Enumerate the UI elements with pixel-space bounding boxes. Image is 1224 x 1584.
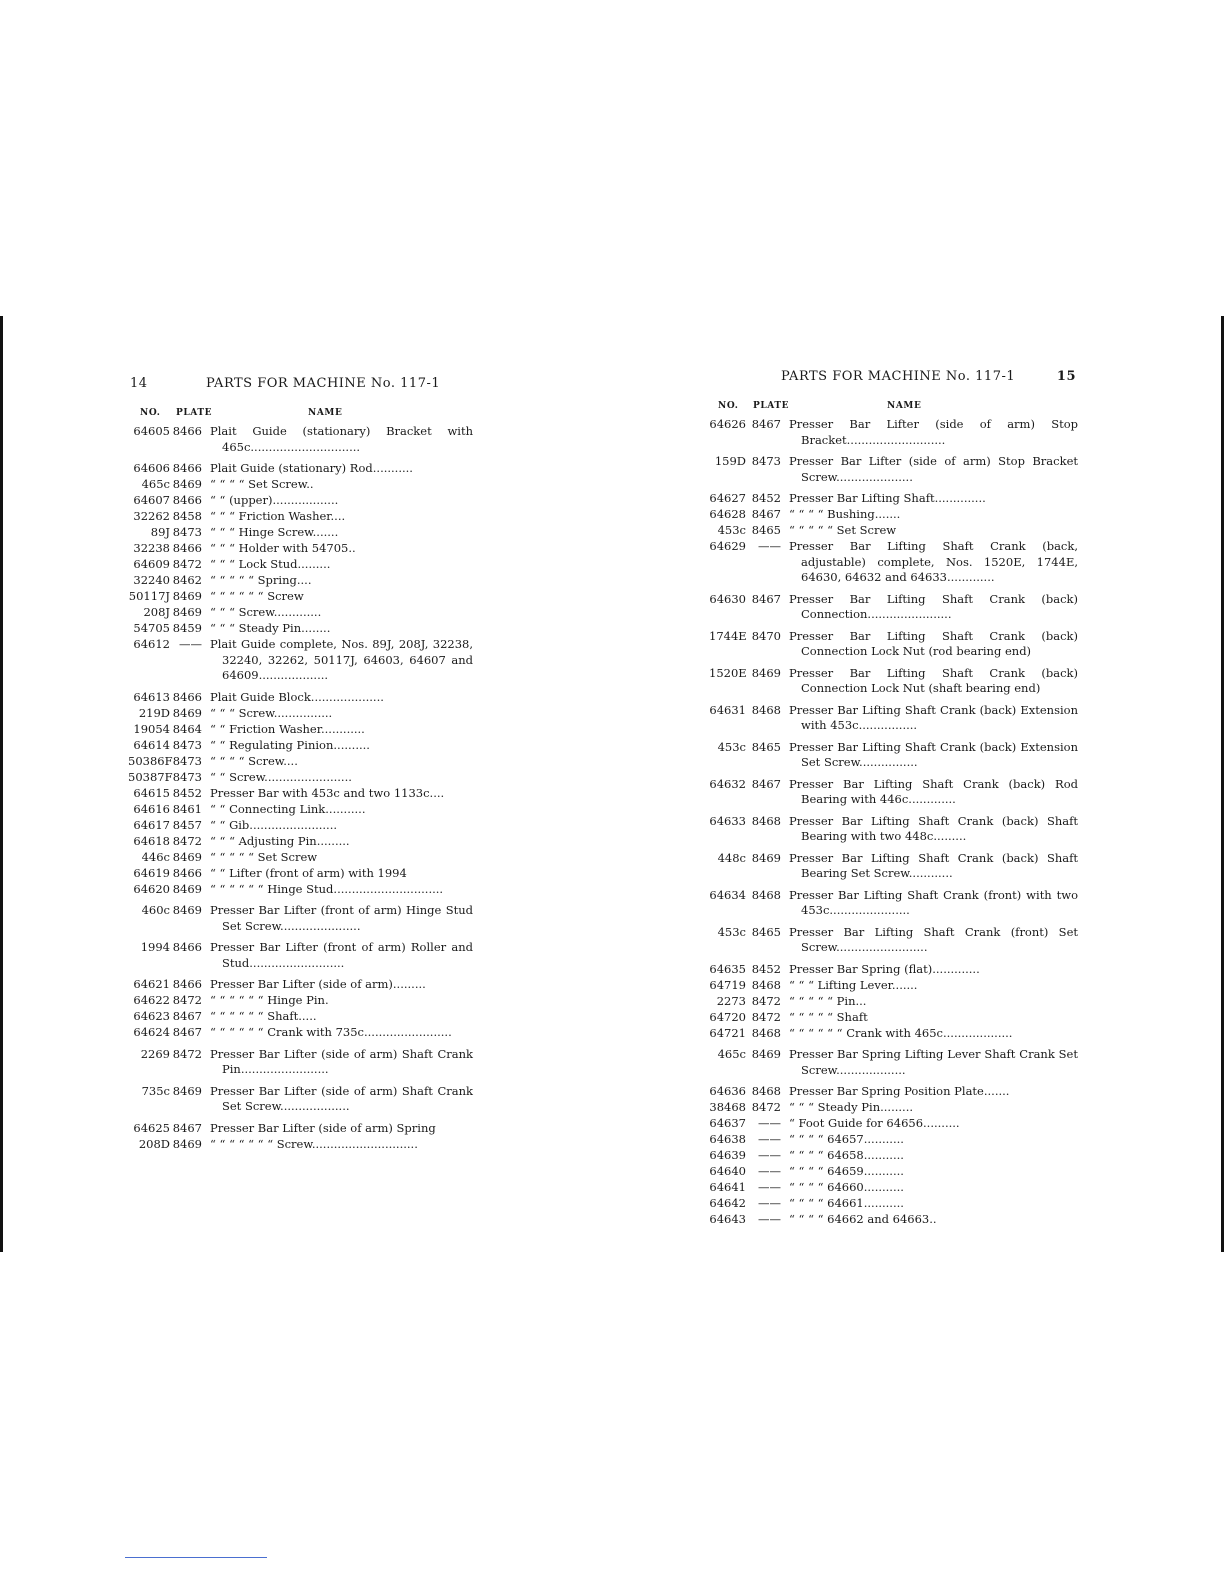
part-number: 64632 [709, 776, 746, 791]
part-name: Presser Bar Lifting Shaft Crank (back) Connection....................... [789, 591, 1078, 621]
part-name: “ “ “ “ “ “ Crank with 735c........................ [210, 1025, 452, 1039]
part-number: 64607 [133, 493, 170, 507]
plate-number: 8472 [172, 557, 202, 571]
part-number: 64721 [709, 1025, 746, 1040]
left-page [128, 376, 473, 1153]
plate-number: 8465 [751, 523, 781, 537]
part-name: “ “ “ “ 64660........... [789, 1180, 904, 1194]
part-number: 64624 [133, 1025, 170, 1039]
part-number: 64641 [709, 1180, 746, 1194]
left-parts-list [128, 424, 473, 1152]
part-entry [709, 666, 1078, 697]
plate-number: 8466 [172, 493, 202, 507]
plate-number: 8469 [172, 605, 202, 619]
part-name: “ “ “ “ 64658........... [789, 1148, 904, 1162]
plate-number: 8466 [172, 424, 202, 438]
part-name: “ “ “ “ “ “ Shaft..... [210, 1009, 317, 1023]
part-entry [128, 903, 473, 934]
plate-number: 8467 [751, 507, 781, 521]
plate-number: 8468 [751, 702, 781, 717]
part-entry [128, 993, 473, 1009]
part-number: 64634 [709, 887, 746, 902]
part-name: “ “ “ “ 64662 and 64663.. [789, 1212, 937, 1226]
part-number: 64617 [133, 817, 170, 832]
part-entry [128, 1047, 473, 1078]
right-page-title: PARTS FOR MACHINE No. 117-1 [781, 369, 1016, 384]
part-entry [128, 770, 473, 786]
part-entry [128, 589, 473, 605]
part-name: Plait Guide (stationary) Rod........... [210, 461, 413, 475]
part-number: 50117J [128, 589, 170, 603]
plate-number: 8457 [172, 817, 202, 832]
part-name: Presser Bar Lifter (side of arm) Stop Bracket Screw..................... [789, 454, 1078, 484]
part-number: 50386F [128, 753, 173, 768]
left-column-headers [128, 408, 473, 424]
part-entry [128, 637, 473, 684]
plate-number: 8466 [172, 977, 202, 991]
part-entry [128, 1137, 473, 1153]
part-entry [709, 703, 1078, 734]
part-entry [709, 962, 1078, 978]
part-number: 64619 [133, 865, 170, 880]
part-entry [128, 818, 473, 834]
part-number: 32238 [133, 541, 170, 555]
plate-number: 8473 [172, 737, 202, 752]
part-name: “ “ “ Friction Washer.... [210, 509, 346, 523]
part-entry [709, 1100, 1078, 1116]
part-name: Presser Bar Lifting Shaft Crank (front) with two 453c...................... [789, 887, 1078, 917]
part-name: “ “ Connecting Link........... [210, 801, 366, 816]
plate-number: 8467 [172, 1025, 202, 1039]
part-entry [128, 977, 473, 993]
part-name: Presser Bar Lifting Shaft Crank (back, adjustable) complete, Nos. 1520E, 1744E, 64630, 64632 and 64633............. [789, 539, 1078, 584]
plate-number: 8473 [172, 769, 202, 784]
plate-number: 8467 [751, 591, 781, 606]
part-entry [128, 461, 473, 477]
part-number: 64633 [709, 813, 746, 828]
plate-number: 8464 [172, 721, 202, 736]
part-name: “ “ “ “ “ Pin... [789, 993, 867, 1008]
plate-number: 8469 [172, 1136, 202, 1151]
part-entry [128, 605, 473, 621]
plate-number: 8467 [172, 1009, 202, 1023]
plate-number: 8452 [751, 491, 781, 505]
part-entry [128, 850, 473, 866]
part-entry [128, 557, 473, 573]
part-name: Presser Bar Lifting Shaft Crank (front) Set Screw......................... [789, 924, 1078, 954]
part-number: 64616 [133, 801, 170, 816]
plate-number: 8469 [172, 1083, 202, 1098]
part-entry [709, 1148, 1078, 1164]
right-parts-list [709, 417, 1078, 1228]
plate-number: 8472 [751, 993, 781, 1008]
part-name: Presser Bar Lifter (front of arm) Hinge Stud Set Screw...................... [210, 903, 473, 933]
left-running-head [128, 376, 473, 396]
part-entry [709, 1047, 1078, 1078]
plate-number: 8469 [172, 705, 202, 720]
part-name: Presser Bar Lifter (side of arm) Shaft Crank Pin........................ [210, 1046, 473, 1076]
part-number: 64639 [709, 1148, 746, 1162]
part-entry [128, 525, 473, 541]
part-number: 1994 [140, 940, 170, 954]
plate-number: 8469 [172, 477, 202, 491]
part-number: 465c [717, 1047, 746, 1061]
part-name: “ “ “ Screw............. [210, 605, 322, 619]
part-name: “ “ Screw........................ [210, 769, 352, 784]
part-number: 38468 [709, 1100, 746, 1114]
part-entry [709, 1026, 1078, 1042]
plate-number: 8467 [751, 417, 781, 431]
right-column-headers [709, 401, 1078, 417]
plate-number: —— [758, 1164, 781, 1178]
part-entry [709, 851, 1078, 882]
part-number: 64618 [133, 833, 170, 848]
part-entry [128, 786, 473, 802]
part-entry [709, 1084, 1078, 1100]
part-entry [128, 1009, 473, 1025]
part-entry [709, 454, 1078, 485]
part-entry [128, 493, 473, 509]
part-number: 32240 [133, 573, 170, 587]
plate-number: 8462 [172, 573, 202, 587]
part-entry [128, 1084, 473, 1115]
part-entry [128, 573, 473, 589]
part-name: Presser Bar with 453c and two 1133c.... [210, 785, 445, 800]
part-entry [128, 690, 473, 706]
part-entry [128, 541, 473, 557]
part-entry [709, 1116, 1078, 1132]
part-number: 64609 [133, 557, 170, 571]
part-number: 64612 [133, 637, 170, 651]
part-name: Presser Bar Spring (flat)............. [789, 961, 980, 976]
part-entry [128, 882, 473, 898]
part-entry [709, 1180, 1078, 1196]
part-number: 64635 [709, 961, 746, 976]
part-number: 446c [141, 849, 170, 864]
plate-number: —— [758, 1212, 781, 1226]
plate-number: —— [758, 1148, 781, 1162]
part-number: 54705 [133, 621, 170, 635]
part-name: “ “ “ “ “ Shaft [789, 1009, 868, 1024]
part-number: 735c [141, 1083, 170, 1098]
part-number: 64637 [709, 1116, 746, 1130]
part-number: 64614 [133, 737, 170, 752]
part-name: Presser Bar Spring Lifting Lever Shaft Crank Set Screw................... [789, 1047, 1078, 1077]
part-name: “ “ “ “ Bushing....... [789, 507, 901, 521]
part-number: 64605 [133, 424, 170, 438]
part-entry [128, 706, 473, 722]
plate-number: 8452 [751, 961, 781, 976]
part-name: Presser Bar Lifting Shaft Crank (back) Connection Lock Nut (rod bearing end) [789, 628, 1078, 658]
plate-number: 8472 [751, 1009, 781, 1024]
part-name: Plait Guide Block.................... [210, 689, 384, 704]
part-name: “ “ “ Steady Pin......... [789, 1100, 914, 1114]
col-head-plate: PLATE [753, 401, 790, 411]
part-name: “ “ “ “ “ “ Hinge Pin. [210, 993, 329, 1007]
plate-number: 8466 [172, 541, 202, 555]
part-number: 50387F [128, 769, 173, 784]
part-number: 64640 [709, 1164, 746, 1178]
part-name: “ “ “ Lifting Lever....... [789, 977, 918, 992]
part-name: Presser Bar Lifter (front of arm) Roller and Stud.......................... [210, 940, 473, 970]
part-name: “ “ Gib........................ [210, 817, 338, 832]
part-number: 64622 [133, 993, 170, 1007]
part-number: 448c [717, 850, 746, 865]
part-entry [128, 1025, 473, 1041]
part-name: “ “ “ “ “ “ “ Screw............................. [210, 1136, 418, 1151]
plate-number: 8468 [751, 1025, 781, 1040]
part-name: Presser Bar Lifting Shaft Crank (back) Shaft Bearing with two 448c......... [789, 813, 1078, 843]
plate-number: 8466 [172, 461, 202, 475]
plate-number: 8466 [172, 689, 202, 704]
part-number: 159D [714, 454, 746, 468]
part-number: 64643 [709, 1212, 746, 1226]
plate-number: 8459 [172, 621, 202, 635]
part-entry [709, 507, 1078, 523]
part-number: 2273 [716, 993, 746, 1008]
part-entry [709, 994, 1078, 1010]
part-number: 89J [150, 525, 170, 539]
plate-number: 8472 [172, 833, 202, 848]
part-entry [128, 738, 473, 754]
part-number: 64720 [709, 1009, 746, 1024]
part-name: Presser Bar Lifting Shaft Crank (back) Connection Lock Nut (shaft bearing end) [789, 665, 1078, 695]
part-entry [709, 592, 1078, 623]
plate-number: —— [758, 539, 781, 553]
part-entry [128, 509, 473, 525]
part-number: 208J [143, 605, 170, 619]
plate-number: 8470 [751, 628, 781, 643]
part-entry [709, 1212, 1078, 1228]
part-name: “ “ “ “ “ Set Screw [789, 523, 897, 537]
plate-number: 8468 [751, 887, 781, 902]
part-entry [709, 539, 1078, 586]
plate-number: —— [179, 637, 202, 651]
part-name: “ “ “ Holder with 54705.. [210, 541, 356, 555]
part-number: 64621 [133, 977, 170, 991]
plate-number: 8468 [751, 813, 781, 828]
part-name: Plait Guide (stationary) Bracket with 465c.............................. [210, 424, 473, 454]
part-number: 64627 [709, 491, 746, 505]
plate-number: 8469 [172, 881, 202, 896]
col-head-no: NO. [718, 401, 739, 411]
part-number: 453c [717, 924, 746, 939]
part-number: 460c [141, 903, 170, 917]
plate-number: 8468 [751, 1084, 781, 1098]
part-number: 19054 [133, 721, 170, 736]
part-number: 64626 [709, 417, 746, 431]
part-number: 1744E [709, 628, 747, 643]
plate-number: 8469 [751, 665, 781, 680]
part-name: Presser Bar Lifting Shaft.............. [789, 491, 986, 505]
part-number: 64642 [709, 1196, 746, 1210]
part-name: Presser Bar Lifter (side of arm) Spring [210, 1120, 436, 1135]
plate-number: 8461 [172, 801, 202, 816]
part-entry [709, 1132, 1078, 1148]
part-entry [128, 621, 473, 637]
plate-number: 8466 [172, 865, 202, 880]
part-number: 64630 [709, 591, 746, 606]
part-number: 32262 [133, 509, 170, 523]
part-name: “ “ Regulating Pinion.......... [210, 737, 370, 752]
part-entry [709, 491, 1078, 507]
part-entry [128, 866, 473, 882]
plate-number: 8469 [751, 1047, 781, 1061]
plate-number: —— [758, 1132, 781, 1146]
plate-number: 8465 [751, 739, 781, 754]
part-entry [128, 722, 473, 738]
left-page-edge [0, 316, 3, 1252]
part-number: 64623 [133, 1009, 170, 1023]
part-name: “ “ “ Steady Pin........ [210, 621, 331, 635]
part-name: Presser Bar Lifter (side of arm) Shaft Crank Set Screw................... [210, 1083, 473, 1113]
part-entry [709, 978, 1078, 994]
part-name: Presser Bar Lifting Shaft Crank (back) Extension with 453c................ [789, 702, 1078, 732]
plate-number: 8472 [172, 1046, 202, 1061]
part-entry [709, 888, 1078, 919]
plate-number: 8458 [172, 509, 202, 523]
part-number: 64629 [709, 539, 746, 553]
plate-number: 8467 [751, 776, 781, 791]
plate-number: 8465 [751, 924, 781, 939]
part-entry [128, 1121, 473, 1137]
part-name: “ “ “ Lock Stud......... [210, 557, 331, 571]
plate-number: 8452 [172, 785, 202, 800]
plate-number: 8469 [172, 903, 202, 917]
part-number: 64628 [709, 507, 746, 521]
plate-number: 8467 [172, 1120, 202, 1135]
part-name: Presser Bar Lifting Shaft Crank (back) Extension Set Screw................ [789, 739, 1078, 769]
part-name: “ “ “ “ 64657........... [789, 1132, 904, 1146]
plate-number: 8473 [172, 525, 202, 539]
plate-number: 8466 [172, 940, 202, 954]
right-page [709, 369, 1078, 1228]
part-name: “ “ “ Screw................ [210, 705, 333, 720]
part-name: “ “ “ “ “ Spring.... [210, 573, 312, 587]
part-name: “ “ “ “ “ “ Crank with 465c................... [789, 1025, 1013, 1040]
left-page-title: PARTS FOR MACHINE No. 117-1 [206, 376, 441, 391]
part-name: “ “ (upper).................. [210, 493, 339, 507]
part-number: 64638 [709, 1132, 746, 1146]
plate-number: 8473 [751, 454, 781, 468]
part-number: 64606 [133, 461, 170, 475]
plate-number: 8473 [172, 753, 202, 768]
part-entry [709, 1164, 1078, 1180]
part-name: “ “ “ “ “ Set Screw [210, 849, 318, 864]
plate-number: 8468 [751, 977, 781, 992]
part-name: “ “ Friction Washer............ [210, 721, 365, 736]
part-entry [709, 1196, 1078, 1212]
part-number: 219D [138, 705, 170, 720]
part-entry [709, 629, 1078, 660]
plate-number: 8472 [751, 1100, 781, 1114]
plate-number: 8469 [172, 849, 202, 864]
part-entry [709, 417, 1078, 448]
part-entry [128, 424, 473, 455]
part-entry [128, 477, 473, 493]
part-name: “ “ “ “ “ “ Hinge Stud.............................. [210, 881, 444, 896]
part-entry [128, 940, 473, 971]
part-name: Presser Bar Spring Position Plate....... [789, 1084, 1010, 1098]
part-entry [128, 802, 473, 818]
part-number: 64631 [709, 702, 746, 717]
part-number: 453c [717, 739, 746, 754]
col-head-name: NAME [887, 401, 922, 411]
part-entry [128, 754, 473, 770]
part-entry [709, 523, 1078, 539]
plate-number: —— [758, 1116, 781, 1130]
part-name: Presser Bar Lifting Shaft Crank (back) Rod Bearing with 446c............. [789, 776, 1078, 806]
part-entry [709, 740, 1078, 771]
part-name: “ “ “ Hinge Screw....... [210, 525, 339, 539]
part-name: “ “ “ “ 64659........... [789, 1164, 904, 1178]
bottom-link-underline [125, 1557, 267, 1558]
col-head-plate: PLATE [176, 408, 213, 418]
plate-number: 8469 [172, 589, 202, 603]
part-name: Presser Bar Lifter (side of arm)......... [210, 977, 426, 991]
part-entry [709, 1010, 1078, 1026]
part-name: Presser Bar Lifter (side of arm) Stop Bracket........................... [789, 417, 1078, 447]
left-page-number: 14 [130, 376, 148, 391]
part-entry [128, 834, 473, 850]
col-head-no: NO. [140, 408, 161, 418]
part-entry [709, 814, 1078, 845]
part-number: 465c [141, 477, 170, 491]
part-name: “ “ Lifter (front of arm) with 1994 [210, 865, 407, 880]
part-number: 453c [717, 523, 746, 537]
part-number: 2269 [140, 1046, 170, 1061]
part-name: “ “ “ “ 64661........... [789, 1196, 904, 1210]
part-name: “ “ “ “ Set Screw.. [210, 477, 314, 491]
part-name: “ Foot Guide for 64656.......... [789, 1116, 960, 1130]
col-head-name: NAME [308, 408, 343, 418]
part-name: “ “ “ “ Screw.... [210, 753, 298, 768]
part-number: 64719 [709, 977, 746, 992]
plate-number: 8469 [751, 850, 781, 865]
right-running-head [709, 369, 1078, 389]
part-name: “ “ “ “ “ “ Screw [210, 589, 304, 603]
plate-number: —— [758, 1196, 781, 1210]
right-page-number: 15 [1056, 369, 1076, 384]
part-name: Presser Bar Lifting Shaft Crank (back) Shaft Bearing Set Screw............ [789, 850, 1078, 880]
part-number: 64636 [709, 1084, 746, 1098]
plate-number: 8472 [172, 993, 202, 1007]
part-name: Plait Guide complete, Nos. 89J, 208J, 32238, 32240, 32262, 50117J, 64603, 64607 and 64609................... [210, 637, 473, 682]
part-number: 1520E [709, 665, 747, 680]
part-number: 64613 [133, 689, 170, 704]
part-entry [709, 777, 1078, 808]
part-number: 208D [138, 1136, 170, 1151]
part-number: 64620 [133, 881, 170, 896]
part-number: 64615 [133, 785, 170, 800]
part-entry [709, 925, 1078, 956]
part-number: 64625 [133, 1120, 170, 1135]
part-name: “ “ “ Adjusting Pin......... [210, 833, 350, 848]
plate-number: —— [758, 1180, 781, 1194]
